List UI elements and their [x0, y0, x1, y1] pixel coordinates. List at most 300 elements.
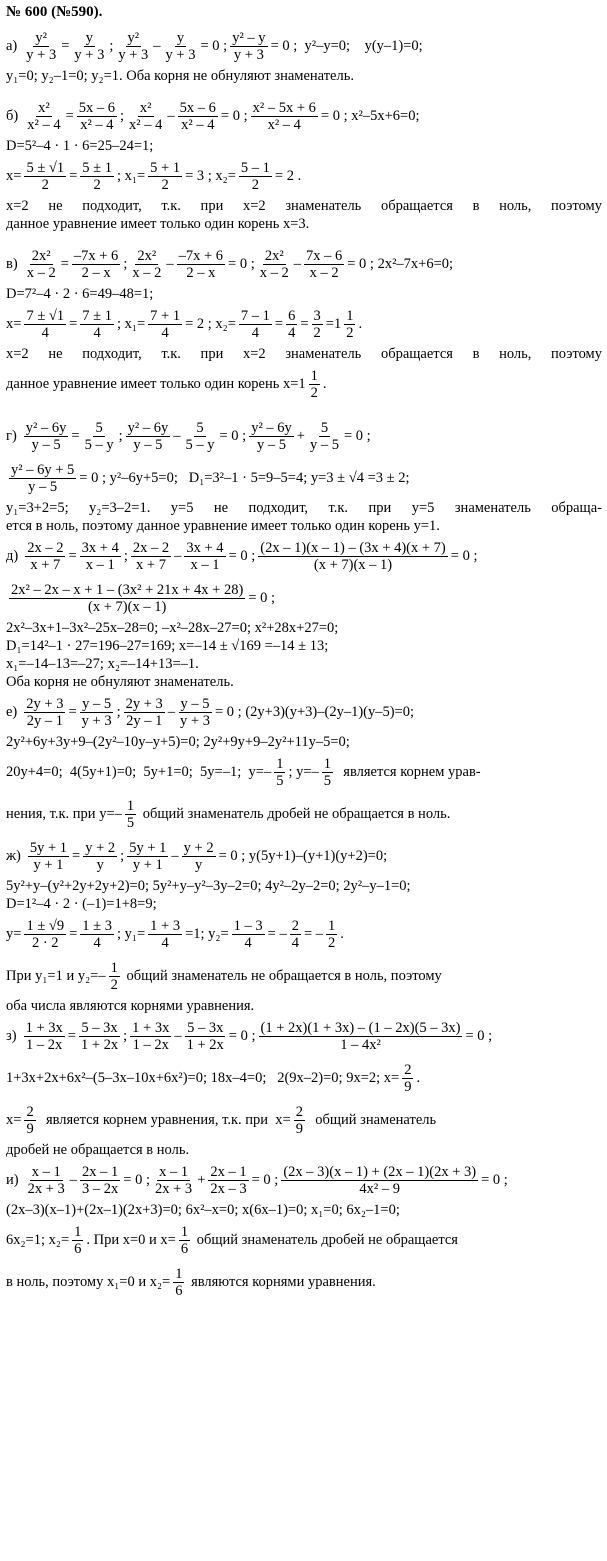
numerator: y + 2: [85, 839, 116, 856]
fraction: [72, 1224, 83, 1257]
math-text: =: [69, 316, 78, 332]
numerator: 5x – 6: [78, 99, 116, 116]
math-text: является корнем уравнения, т.к. при x=: [38, 1112, 291, 1128]
fraction: [72, 248, 120, 281]
denominator: 5 – y: [84, 436, 114, 453]
denominator: 2: [251, 176, 260, 193]
fraction: [294, 1104, 305, 1137]
math-text: = 2 ; x₂=: [185, 316, 236, 332]
fraction: [130, 248, 163, 281]
math-text: = 0 ; y²–y=0; y(y–1)=0;: [270, 38, 423, 54]
fraction: [126, 420, 171, 453]
math-text: ; y₁=: [117, 926, 146, 942]
fraction: [25, 540, 65, 573]
numerator: 5y + 1: [29, 839, 68, 856]
denominator: 5 – y: [185, 436, 215, 453]
denominator: (x + 7)(x – 1): [313, 556, 393, 573]
denominator: y + 3: [81, 712, 112, 729]
numerator: 3x + 4: [186, 539, 224, 556]
fraction: [9, 582, 245, 615]
numerator: 2: [295, 1103, 303, 1120]
numerator: 2x²: [31, 247, 51, 264]
part-z-line-2: [6, 1057, 602, 1099]
fraction: [164, 30, 198, 63]
denominator: 2: [161, 176, 169, 193]
math-text: = 0 ;: [251, 1172, 279, 1188]
part-i-line-3: [6, 1219, 602, 1261]
math-text: ;: [120, 108, 125, 124]
numerator: y² – y: [232, 29, 266, 46]
fraction: [178, 696, 212, 729]
denominator: 2: [41, 176, 49, 193]
denominator: y + 3: [74, 46, 105, 63]
fraction: [125, 798, 136, 831]
fraction: [83, 840, 117, 873]
numerator: 1 ± √9: [26, 917, 65, 934]
denominator: 2x + 3: [27, 1180, 65, 1197]
numerator: 7 + 1: [150, 307, 181, 324]
numerator: y + 2: [183, 839, 214, 856]
fraction: [183, 420, 216, 453]
denominator: y + 3: [233, 46, 264, 63]
numerator: 2: [291, 917, 299, 934]
numerator: 3: [313, 307, 321, 324]
denominator: 2: [310, 384, 318, 401]
numerator: y² – 6y + 5: [11, 461, 75, 478]
fraction: [148, 308, 182, 341]
numerator: (2x – 3)(x – 1) + (2x – 1)(2x + 3): [283, 1163, 477, 1180]
math-text: .: [416, 1070, 421, 1086]
numerator: x – 1: [31, 1163, 61, 1180]
fraction: [24, 1020, 65, 1053]
numerator: 2x²: [264, 247, 284, 264]
part-b-line-4: x=2 не подходит, т.к. при x=2 знаменатель обращается в ноль, поэтому: [6, 198, 602, 214]
numerator: 7 – 1: [240, 307, 270, 324]
denominator: 4: [41, 324, 49, 341]
fraction: [178, 100, 218, 133]
numerator: 5: [95, 419, 103, 436]
fraction: [304, 248, 344, 281]
math-text: x=: [6, 316, 22, 332]
denominator: 4: [288, 324, 296, 341]
math-text: –: [174, 548, 182, 564]
part-e-line-1: [6, 691, 602, 733]
numerator: x² – 5x + 6: [252, 99, 316, 116]
math-text: =1: [325, 316, 342, 332]
math-text: = 2 .: [274, 168, 302, 184]
numerator: 1 – 3: [233, 917, 263, 934]
numerator: y: [176, 29, 185, 46]
fraction: [274, 756, 285, 789]
denominator: 1 – 2x: [132, 1036, 169, 1053]
math-text: –: [293, 256, 301, 272]
math-text: 6x₂=1; x₂=: [6, 1232, 70, 1248]
numerator: 1 + 3x: [132, 1019, 170, 1036]
fraction: [312, 308, 323, 341]
numerator: x²: [139, 99, 152, 116]
fraction: [24, 696, 65, 729]
fraction: [402, 1062, 413, 1095]
denominator: x – 1: [85, 556, 115, 573]
math-text: –: [167, 108, 175, 124]
denominator: 6: [180, 1240, 189, 1257]
numerator: 1 ± 3: [82, 917, 113, 934]
denominator: y: [96, 856, 104, 873]
fraction: [309, 368, 320, 401]
part-z-line-4: дробей не обращается в ноль.: [6, 1142, 190, 1158]
part-v-label: в): [6, 256, 18, 272]
part-g-label: г): [6, 428, 17, 444]
fraction: [9, 462, 76, 495]
numerator: 7x – 6: [306, 247, 343, 264]
part-b-line-2: D=5²–4 · 1 · 6=25–24=1;: [6, 138, 154, 154]
math-text: в ноль, поэтому x₁=0 и x₂=: [6, 1274, 171, 1290]
math-text: =: [68, 704, 77, 720]
numerator: y – 5: [180, 695, 210, 712]
denominator: 4: [93, 934, 101, 951]
fraction: [124, 696, 165, 729]
denominator: x + 7: [136, 556, 166, 573]
fraction: [25, 100, 62, 133]
math-text: = 0 ; (2y+3)(y+3)–(2y–1)(y–5)=0;: [214, 704, 415, 720]
denominator: 1 + 2x: [80, 1036, 119, 1053]
denominator: 9: [404, 1078, 412, 1095]
numerator: y: [85, 29, 93, 46]
denominator: 1 – 2x: [26, 1036, 63, 1053]
numerator: 2y + 3: [125, 695, 163, 712]
numerator: 2: [26, 1103, 34, 1120]
denominator: 4x² – 9: [359, 1180, 401, 1197]
numerator: 1: [328, 917, 336, 934]
part-zh-line-4: [6, 913, 602, 955]
denominator: 2: [313, 324, 321, 341]
part-d-line-1: [6, 535, 602, 577]
part-e-line-2: 2y²+6y+3y+9–(2y²–10y–y+5)=0; 2y²+9y+9–2y²+11y–5=0;: [6, 734, 350, 750]
denominator: 2: [110, 976, 118, 993]
denominator: 2: [328, 934, 336, 951]
math-text: = 0 ; 2x²–7x+6=0;: [347, 256, 454, 272]
fraction: [131, 540, 171, 573]
math-text: общий знаменатель не обращается в ноль, поэтому: [122, 968, 442, 984]
fraction: [80, 160, 114, 193]
math-text: =: [274, 316, 284, 332]
denominator: 2 – x: [81, 264, 111, 281]
denominator: 4: [251, 324, 260, 341]
fraction: [239, 308, 272, 341]
numerator: 5 – 1: [240, 159, 270, 176]
part-i-line-2: (2x–3)(x–1)+(2x–1)(2x+3)=0; 6x²–x=0; x(6x–1)=0; x₁=0; 6x₂–1=0;: [6, 1202, 400, 1218]
math-text: = 0 ;: [248, 590, 276, 606]
denominator: y – 5: [133, 436, 163, 453]
math-text: = 0 ;: [228, 256, 255, 272]
math-text: = 0 ;: [228, 1028, 256, 1044]
math-text: .: [358, 316, 363, 332]
math-text: = –: [267, 926, 287, 942]
part-e-line-3: [6, 751, 602, 793]
fraction: [153, 1164, 194, 1197]
part-b-label: б): [6, 108, 19, 124]
math-text: =: [72, 848, 81, 864]
math-text: ;: [109, 38, 114, 54]
denominator: 5: [126, 814, 135, 831]
part-i-line-4: [6, 1261, 602, 1303]
numerator: y²: [127, 29, 140, 46]
fraction: [179, 1224, 190, 1257]
denominator: y: [194, 856, 203, 873]
math-text: = 0 ;: [220, 108, 248, 124]
denominator: 2: [93, 176, 101, 193]
fraction: [79, 1020, 120, 1053]
denominator: 4: [161, 324, 169, 341]
denominator: 5: [276, 772, 284, 789]
denominator: y + 3: [180, 712, 210, 729]
denominator: y – 5: [28, 478, 58, 495]
fraction: [24, 160, 66, 193]
part-a-label: а): [6, 38, 18, 54]
numerator: 2x – 2: [27, 539, 64, 556]
denominator: 3 – 2x: [82, 1180, 119, 1197]
fraction: [290, 918, 301, 951]
part-z-label: з): [6, 1028, 17, 1044]
numerator: 1 + 3x: [25, 1019, 63, 1036]
numerator: 2y + 3: [26, 695, 64, 712]
math-text: =: [65, 108, 74, 124]
part-d-line-2: [6, 577, 602, 619]
part-zh-line-2: 5y²+y–(y²+2y+2y+2)=0; 5y²+y–y²–3y–2=0; 4y²–2y–2=0; 2y²–y–1=0;: [6, 878, 411, 894]
part-d-line-5: x₁=–14–13=–27; x₂=–14+13=–1.: [6, 656, 199, 672]
numerator: y – 5: [82, 695, 112, 712]
part-d-line-4: D₁=14²–1 · 27=196–27=169; x=–14 ± √169 =–14 ± 13;: [6, 638, 329, 654]
fraction: [24, 918, 66, 951]
part-g-line-4: ется в ноль, поэтому данное уравнение имеет только один корень y=1.: [6, 518, 440, 534]
fraction: [25, 248, 58, 281]
fraction: [326, 918, 337, 951]
math-text: +: [197, 1172, 206, 1188]
numerator: 5x – 6: [179, 99, 216, 116]
numerator: x – 1: [159, 1163, 189, 1180]
denominator: x² – 4: [129, 116, 163, 133]
numerator: 2x² – 2x – x + 1 – (3x² + 21x + 4x + 28): [11, 581, 244, 598]
fraction: [80, 308, 114, 341]
math-text: = 0 ;: [450, 548, 478, 564]
part-b-line-3: [6, 155, 602, 197]
numerator: 2x²: [137, 247, 157, 264]
part-a-line-2: y₁=0; y₂–1=0; y₂=1. Оба корня не обнуляют знаменатель.: [6, 68, 354, 84]
fraction: [109, 960, 120, 993]
numerator: 5 ± √1: [26, 159, 65, 176]
denominator: 2y – 1: [26, 712, 63, 729]
math-text: ;: [123, 548, 128, 564]
math-text: –: [171, 848, 179, 864]
numerator: 1: [74, 1223, 82, 1240]
math-text: .: [322, 376, 327, 392]
numerator: –7x + 6: [73, 247, 119, 264]
part-zh-label: ж): [6, 848, 21, 864]
math-text: =: [67, 1028, 76, 1044]
numerator: y² – 6y: [25, 419, 67, 436]
denominator: x² – 4: [181, 116, 215, 133]
denominator: 4: [161, 934, 169, 951]
math-text: общий знаменатель дробей не обращается в ноль.: [139, 806, 451, 822]
fraction: [116, 30, 150, 63]
math-text: .: [340, 926, 344, 942]
math-text: являются корнями уравнения.: [187, 1274, 376, 1290]
math-text: –: [153, 38, 161, 54]
fraction: [185, 1020, 226, 1053]
denominator: y + 3: [26, 46, 57, 63]
fraction: [80, 696, 114, 729]
part-v-line-1: [6, 243, 602, 285]
math-text: ; y=–: [288, 764, 319, 780]
denominator: 9: [26, 1120, 34, 1137]
numerator: 1 + 3: [150, 917, 181, 934]
part-v-line-4: x=2 не подходит, т.к. при x=2 знаменатель обращается в ноль, поэтому: [6, 346, 602, 362]
fraction: [281, 1164, 478, 1197]
numerator: 1: [175, 1265, 183, 1282]
math-text: ;: [120, 848, 125, 864]
denominator: x – 2: [259, 264, 289, 281]
math-text: = 0 ; y²–6y+5=0; D₁=3²–1 · 5=9–5=4; y=3 ± √4 =3 ± 2;: [79, 470, 410, 486]
numerator: (2x – 1)(x – 1) – (3x + 4)(x + 7): [260, 539, 446, 556]
fraction: [208, 1164, 248, 1197]
part-b-line-5: данное уравнение имеет только один корень x=3.: [6, 216, 310, 232]
math-text: . При x=0 и x=: [86, 1232, 176, 1248]
denominator: 2 · 2: [31, 934, 59, 951]
denominator: 2 – x: [186, 264, 216, 281]
fraction: [173, 1266, 184, 1299]
denominator: 2y – 1: [126, 712, 163, 729]
math-text: данное уравнение имеет только один корень x=1: [6, 376, 306, 392]
math-text: x=: [6, 168, 22, 184]
numerator: 1: [346, 307, 354, 324]
fraction: [249, 420, 294, 453]
part-v-line-2: D=7²–4 · 2 · 6=49–48=1;: [6, 286, 154, 302]
problem-title: № 600 (№590).: [6, 4, 103, 20]
math-text: =: [300, 316, 309, 332]
denominator: x – 2: [26, 264, 56, 281]
math-text: = 0 ;: [465, 1028, 493, 1044]
fraction: [127, 840, 168, 873]
math-text: +: [296, 428, 305, 444]
numerator: 2x – 2: [132, 539, 170, 556]
math-text: –: [174, 1028, 182, 1044]
fraction: [184, 540, 225, 573]
fraction: [258, 248, 291, 281]
fraction: [72, 30, 106, 63]
part-zh-line-3: D=1²–4 · 2 · (–1)=1+8=9;: [6, 896, 157, 912]
denominator: 4: [291, 934, 299, 951]
fraction: [24, 1104, 35, 1137]
numerator: 1: [126, 797, 135, 814]
math-text: = 0 ;: [200, 38, 228, 54]
fraction: [286, 308, 297, 341]
part-i-label: и): [6, 1172, 19, 1188]
fraction: [322, 756, 333, 789]
numerator: 7 ± √1: [26, 307, 65, 324]
part-b-line-1: [6, 95, 602, 137]
numerator: 1: [180, 1223, 189, 1240]
numerator: 1: [110, 959, 118, 976]
fraction: [258, 540, 447, 573]
numerator: y² – 6y: [251, 419, 292, 436]
numerator: 7 ± 1: [82, 307, 113, 324]
denominator: 6: [74, 1240, 82, 1257]
numerator: 5 – 3x: [187, 1019, 224, 1036]
fraction: [232, 918, 265, 951]
part-z-line-1: [6, 1015, 602, 1057]
numerator: x²: [38, 99, 50, 116]
math-text: =: [69, 168, 78, 184]
part-zh-line-1: [6, 835, 602, 877]
math-text: =: [61, 38, 70, 54]
numerator: 5 + 1: [150, 159, 181, 176]
math-text: = 3 ; x₂=: [185, 168, 236, 184]
denominator: 1 – 4x²: [340, 1036, 381, 1053]
part-v-line-3: [6, 303, 602, 345]
fraction: [24, 420, 69, 453]
numerator: 6: [288, 307, 296, 324]
numerator: 2x – 1: [82, 1163, 119, 1180]
fraction: [130, 1020, 171, 1053]
fraction: [177, 248, 225, 281]
part-g-line-2: [6, 457, 602, 499]
fraction: [28, 840, 69, 873]
part-d-line-3: 2x²–3x+1–3x²–25x–28=0; –x²–28x–27=0; x²+28x+27=0;: [6, 620, 339, 636]
fraction: [24, 30, 58, 63]
denominator: x – 2: [309, 264, 339, 281]
math-text: = 0 ; y(5y+1)–(y+1)(y+2)=0;: [218, 848, 388, 864]
denominator: y – 5: [309, 436, 339, 453]
numerator: 2x – 1: [210, 1163, 247, 1180]
denominator: 4: [93, 324, 101, 341]
math-text: нения, т.к. при y=–: [6, 806, 122, 822]
part-g-line-3: y₁=3+2=5; y₂=3–2=1. y=5 не подходит, т.к. при y=5 знаменатель обраща-: [6, 500, 602, 516]
math-text: = 0 ;: [219, 428, 247, 444]
math-text: –: [69, 1172, 78, 1188]
numerator: 5: [196, 419, 204, 436]
fraction: [24, 308, 66, 341]
fraction: [83, 420, 116, 453]
math-text: –: [173, 428, 181, 444]
numerator: 5y + 1: [129, 839, 167, 856]
math-text: общий знаменатель дробей не обращается: [193, 1232, 458, 1248]
math-text: = 0 ; x²–5x+6=0;: [320, 108, 420, 124]
math-text: 1+3x+2x+6x²–(5–3x–10x+6x²)=0; 18x–4=0; 2(9x–2)=0; 9x=2; x=: [6, 1070, 400, 1086]
math-text: ;: [123, 256, 128, 272]
part-i-line-1: [6, 1159, 602, 1201]
denominator: 1 + 2x: [186, 1036, 224, 1053]
fraction: [182, 840, 216, 873]
part-d-label: д): [6, 548, 19, 564]
fraction: [308, 420, 341, 453]
denominator: 2: [346, 324, 354, 341]
math-text: y=: [6, 926, 22, 942]
math-text: –: [166, 256, 174, 272]
numerator: –7x + 6: [178, 247, 224, 264]
fraction: [251, 100, 318, 133]
denominator: x² – 4: [267, 116, 301, 133]
math-text: x=: [6, 1112, 22, 1128]
fraction: [80, 918, 114, 951]
math-text: = 0 ;: [123, 1172, 150, 1188]
denominator: y + 3: [165, 46, 196, 63]
fraction: [127, 100, 164, 133]
part-v-line-5: [6, 363, 602, 405]
fraction: [344, 308, 355, 341]
math-text: =: [68, 548, 77, 564]
part-d-line-6: Оба корня не обнуляют знаменатель.: [6, 674, 234, 690]
math-text: –: [167, 704, 176, 720]
